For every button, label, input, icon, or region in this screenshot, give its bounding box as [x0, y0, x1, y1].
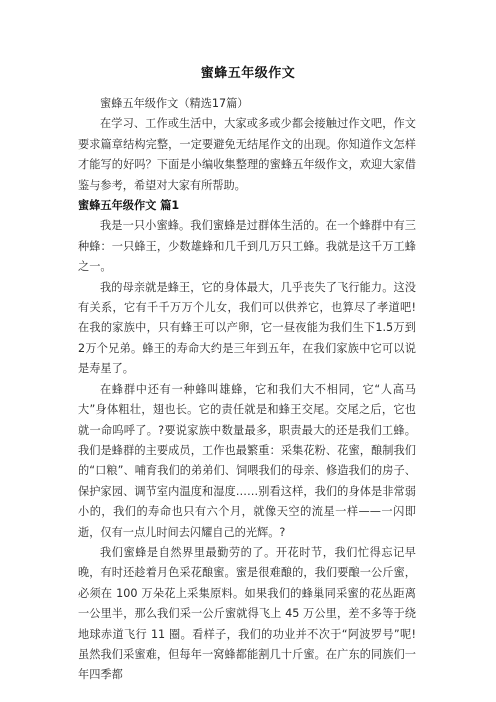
- section-heading: 蜜蜂五年级作文 篇1: [78, 199, 180, 213]
- document-body: [78, 94, 416, 686]
- document-title: 蜜蜂五年级作文: [200, 66, 296, 81]
- body-paragraph: 我的母亲就是蜂王，它的身体最大，几乎丧失了飞行能力。这没有关系，它有千千万万个儿女，我们可以供养它，也算尽了孝道吧!在我的家族中，只有蜂王可以产卵，它一昼夜能为我们生下1.5万到2万个兄弟。蜂王的寿命大约是三年到五年，在我们家族中它可以说是寿星了。: [78, 280, 416, 376]
- body-paragraph: 我们蜜蜂是自然界里最勤劳的了。开花时节，我们忙得忘记早晚，有时还趁着月色采花酿蜜。蜜是很难酿的，我们要酿一公斤蜜，必须在 100 万朵花上采集原料。如果我们的蜂巢同采蜜的花丛距离一公里半，那么我们采一公斤蜜就得飞上 45 万公里，差不多等于绕地球赤道飞行 11 圈。看样子，我们的功业并不次于“阿波罗号”呢!虽然我们采蜜难，但每年一窝蜂都能割几十斤蜜。在广东的同族们一年四季都: [78, 545, 416, 682]
- document-subtitle: 蜜蜂五年级作文（精选17篇）: [100, 97, 249, 110]
- body-paragraph: 在蜂群中还有一种蜂叫雄蜂，它和我们大不相同，它“人高马大”身体粗壮，翅也长。它的责任就是和蜂王交尾。交尾之后，它也就一命呜呼了。?要说家族中数量最多，职责最大的还是我们工蜂。我们是蜂群的主要成员，工作也最繁重：采集花粉、花蜜，酿制我们的“口粮”、哺育我们的弟弟们、饲喂我们的母亲、修造我们的房子、保护家园、调节室内温度和湿度……别看这样，我们的身体是非常弱小的，我们的寿命也只有六个月，就像天空的流星一样——一闪即逝，仅有一点儿时间去闪耀自己的光辉。?: [78, 382, 416, 539]
- intro-paragraph: 在学习、工作或生活中，大家或多或少都会接触过作文吧，作文要求篇章结构完整，一定要避免无结尾作文的出现。你知道作文怎样才能写的好吗？下面是小编收集整理的蜜蜂五年级作文，欢迎大家借鉴与参考，希望对大家有所帮助。: [78, 117, 416, 192]
- body-paragraph: 我是一只小蜜蜂。我们蜜蜂是过群体生活的。在一个蜂群中有三种蜂：一只蜂王，少数雄蜂和几千到几万只工蜂。我就是这千万工蜂之一。: [78, 219, 416, 274]
